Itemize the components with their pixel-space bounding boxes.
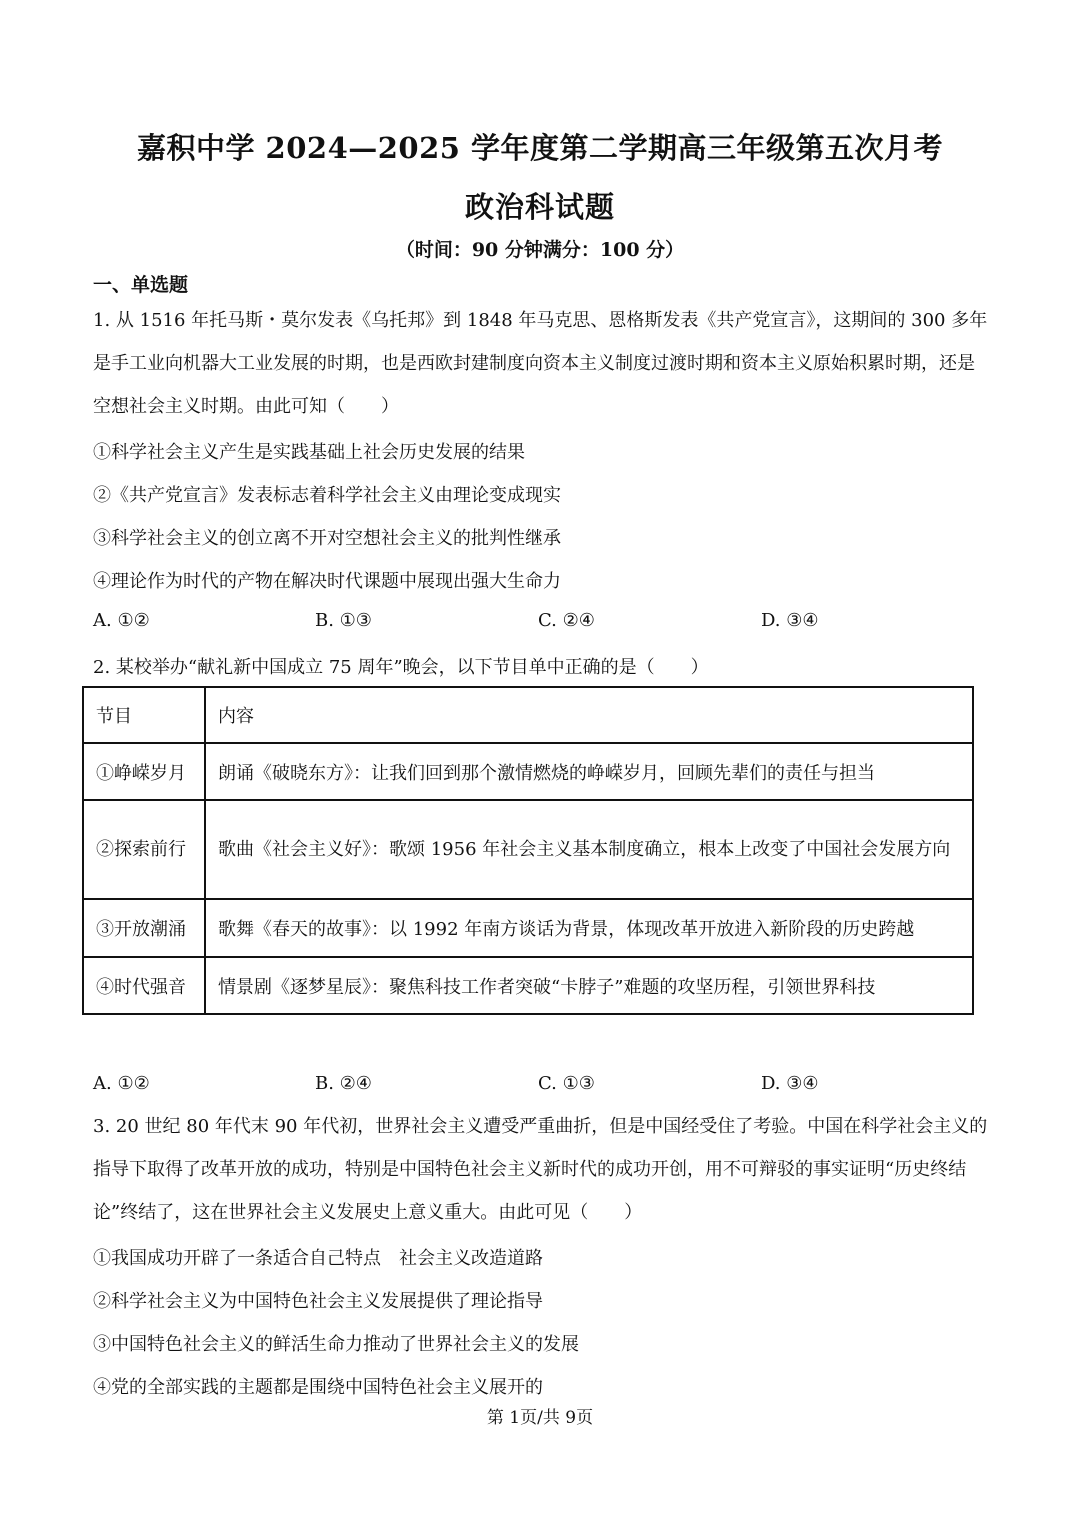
question-2-choice-d[interactable]: D. ③④ [761, 1073, 819, 1094]
exam-title: 嘉积中学 2024—2025 学年度第二学期高三年级第五次月考 [136, 131, 944, 165]
question-2-stem: 2. 某校举办“献礼新中国成立 75 周年”晚会，以下节目单中正确的是（ ） [93, 657, 709, 678]
question-3-option-4: ④党的全部实践的主题都是围绕中国特色社会主义展开的 [93, 1377, 543, 1398]
table-header-content: 内容 [205, 687, 973, 743]
table-cell-content: 歌舞《春天的故事》：以 1992 年南方谈话为背景，体现改革开放进入新阶段的历史跨越 [205, 899, 973, 957]
question-3-stem: 3. 20 世纪 80 年代末 90 年代初，世界社会主义遭受严重曲折，但是中国经受住了考验。中国在科学社会主义的指导下取得了改革开放的成功，特别是中国特色社会主义新时代的成功开创，用不可辩驳的事实证明“历史终结论”终结了，这在世界社会主义发展史上意义重大。由此可见（ ） [93, 1116, 988, 1223]
table-header-row [83, 687, 973, 743]
table-cell-content: 歌曲《社会主义好》：歌颂 1956 年社会主义基本制度确立，根本上改变了中国社会发展方向 [205, 800, 973, 899]
question-1-choice-d[interactable]: D. ③④ [761, 610, 819, 631]
question-3-option-3: ③中国特色社会主义的鲜活生命力推动了世界社会主义的发展 [93, 1334, 579, 1355]
subject-title: 政治科试题 [464, 190, 615, 224]
question-2-choice-a[interactable]: A. ①② [93, 1073, 150, 1094]
table-cell-program: ①峥嵘岁月 [83, 743, 205, 800]
section-heading: 一、单选题 [93, 274, 189, 296]
question-1-choice-b[interactable]: B. ①③ [315, 610, 372, 631]
question-3-option-1: ①我国成功开辟了一条适合自己特点 社会主义改造道路 [93, 1248, 543, 1269]
question-1-option-1: ①科学社会主义产生是实践基础上社会历史发展的结果 [93, 442, 525, 463]
table-row [83, 899, 973, 957]
table-cell-content: 情景剧《逐梦星辰》：聚焦科技工作者突破“卡脖子”难题的攻坚历程，引领世界科技 [205, 957, 973, 1014]
question-3-option-2: ②科学社会主义为中国特色社会主义发展提供了理论指导 [93, 1291, 543, 1312]
question-1-option-4: ④理论作为时代的产物在解决时代课题中展现出强大生命力 [93, 571, 561, 592]
table-row [83, 800, 973, 899]
page-number: 第 1页/共 9页 [486, 1408, 594, 1428]
table-cell-program: ③开放潮涌 [83, 899, 205, 957]
question-1-choice-a[interactable]: A. ①② [93, 610, 150, 631]
question-1-choice-c[interactable]: C. ②④ [538, 610, 595, 631]
question-2-choice-c[interactable]: C. ①③ [538, 1073, 595, 1094]
table-cell-program: ②探索前行 [83, 800, 205, 899]
exam-meta: （时间：90 分钟满分：100 分） [395, 239, 685, 261]
table-header-program: 节目 [83, 687, 205, 743]
question-2-choice-b[interactable]: B. ②④ [315, 1073, 372, 1094]
question-1-stem: 1. 从 1516 年托马斯・莫尔发表《乌托邦》到 1848 年马克思、恩格斯发表《共产党宣言》，这期间的 300 多年是手工业向机器大工业发展的时期，也是西欧封建制度向资本主义制度过渡时期和资本主义原始积累时期，还是空想社会主义时期。由此可知（ ） [93, 310, 988, 417]
table-cell-content: 朗诵《破晓东方》：让我们回到那个激情燃烧的峥嵘岁月，回顾先辈们的责任与担当 [205, 743, 973, 800]
program-table [82, 686, 974, 1015]
table-row [83, 957, 973, 1014]
question-1-option-3: ③科学社会主义的创立离不开对空想社会主义的批判性继承 [93, 528, 561, 549]
table-row [83, 743, 973, 800]
question-1-option-2: ②《共产党宣言》发表标志着科学社会主义由理论变成现实 [93, 485, 561, 506]
table-cell-program: ④时代强音 [83, 957, 205, 1014]
